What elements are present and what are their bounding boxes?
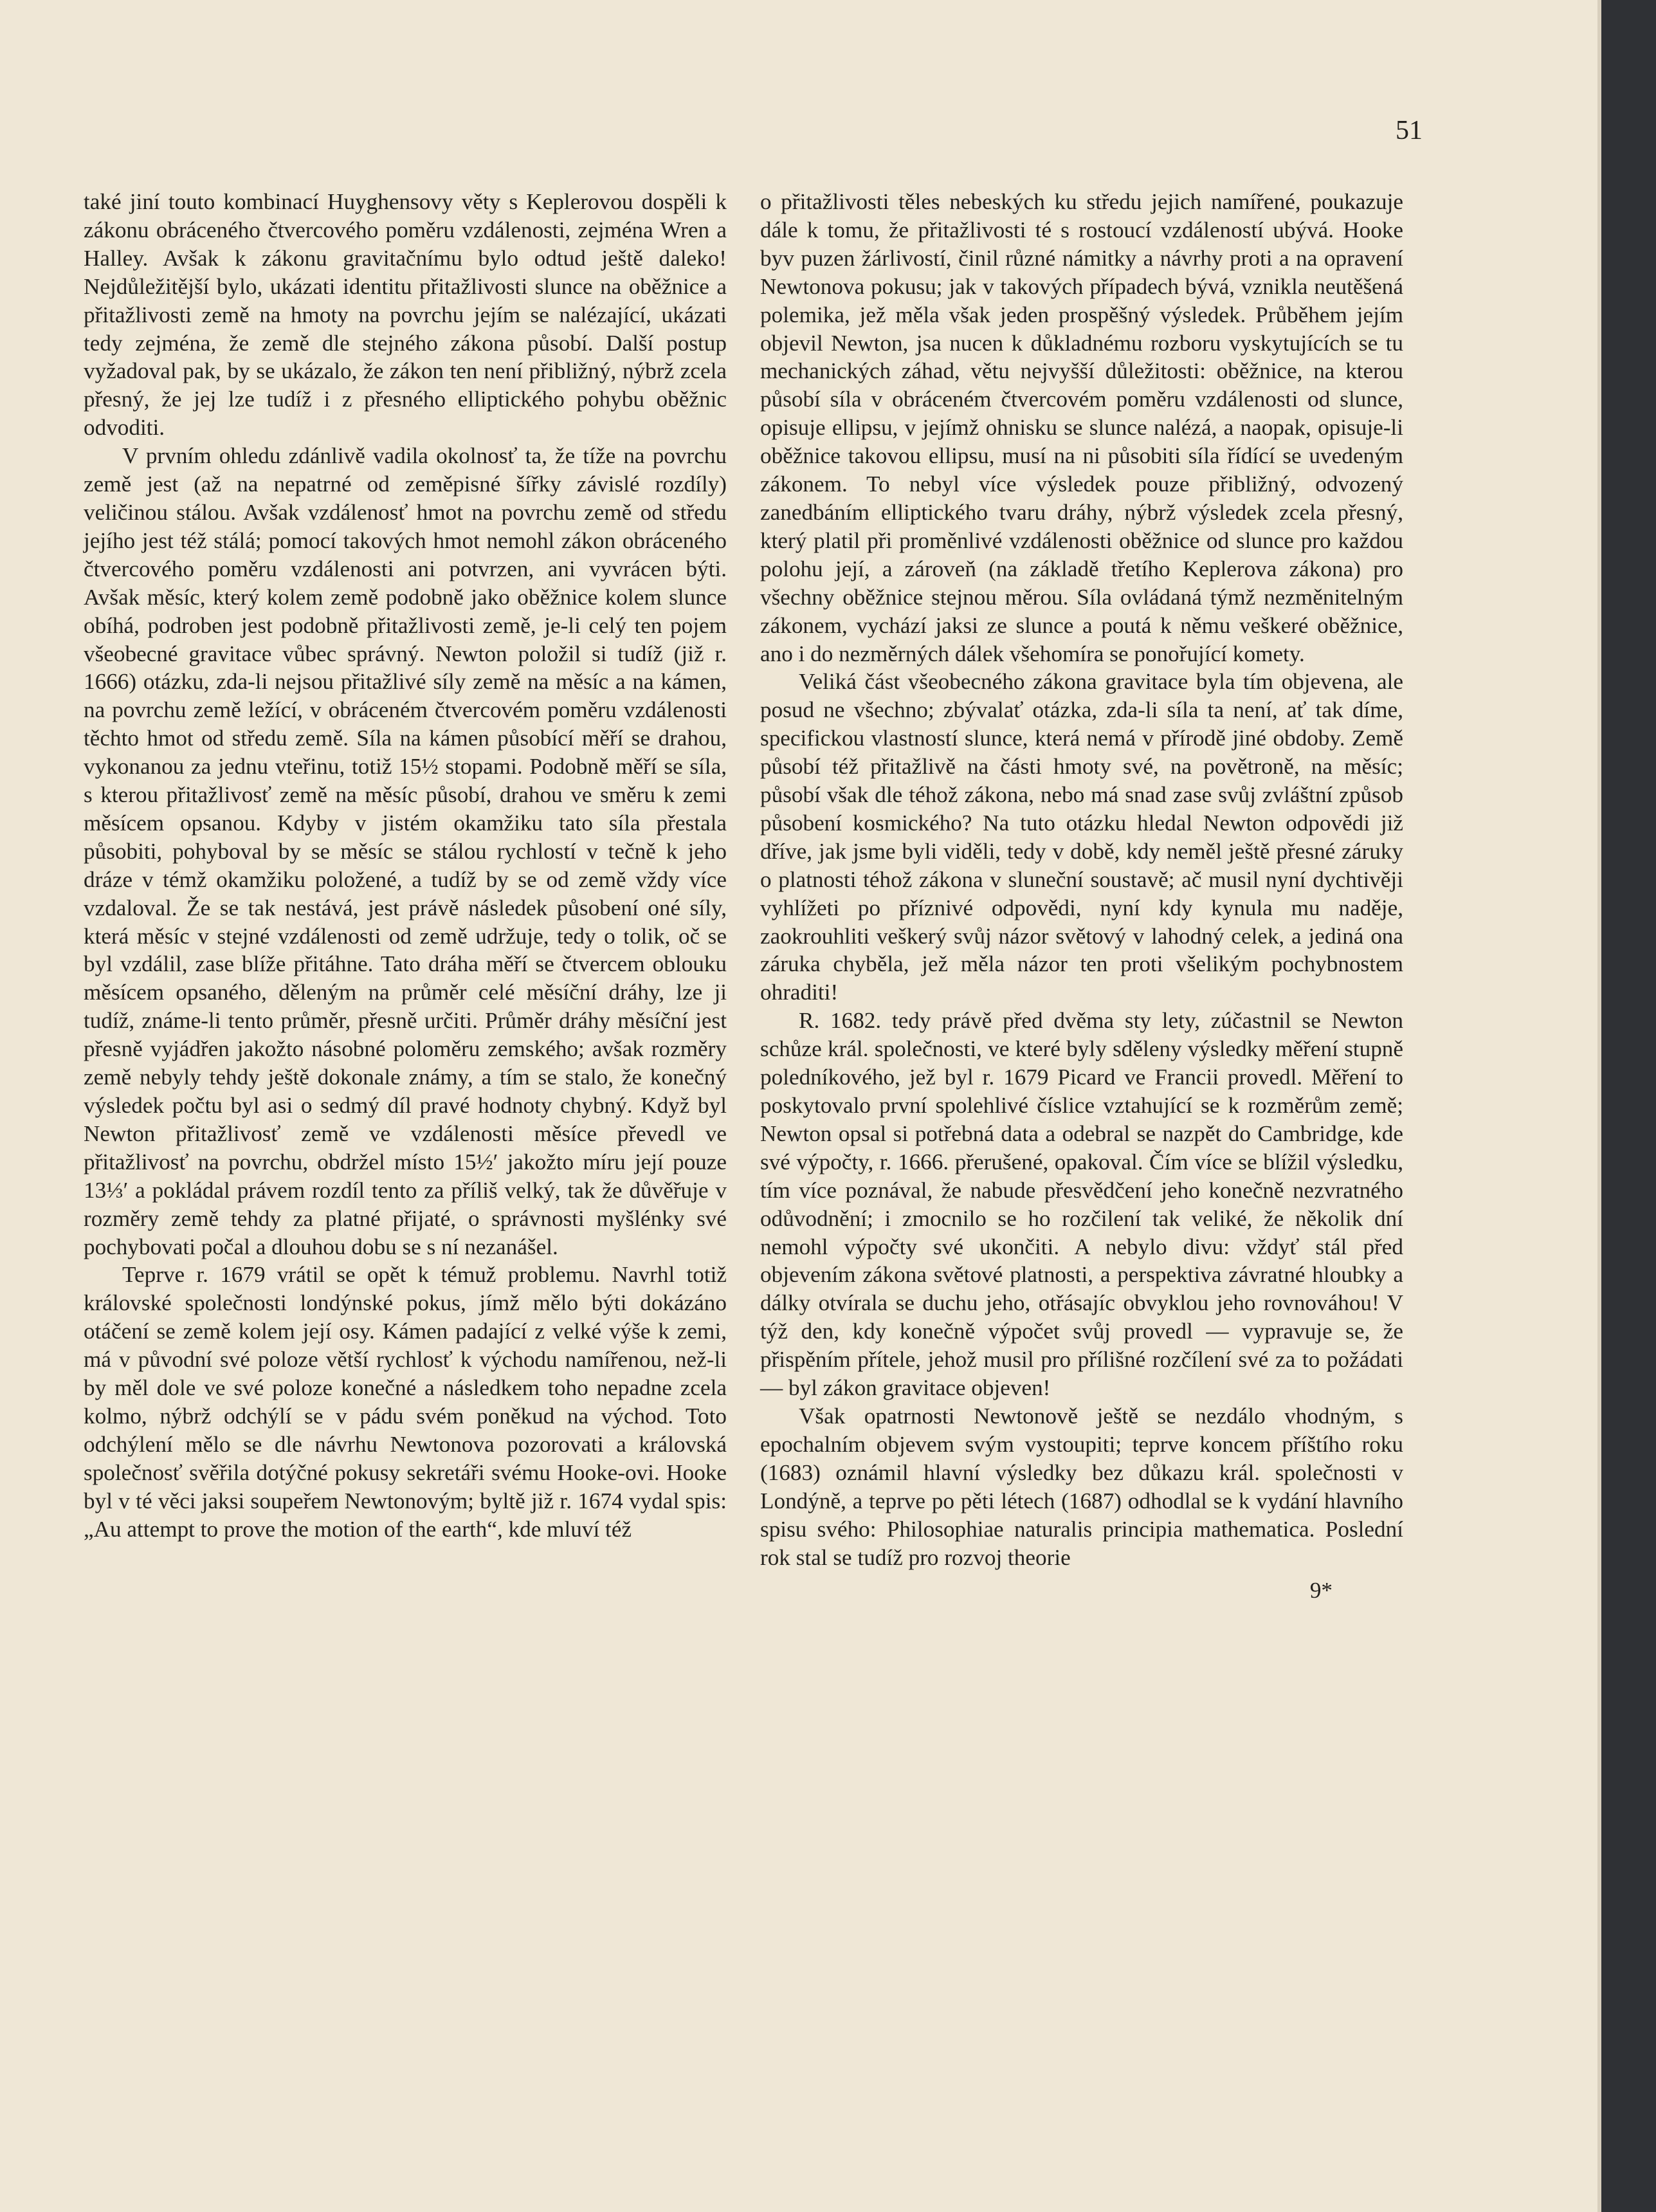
signature-mark: 9* [1309, 1578, 1333, 1604]
paragraph: Teprve r. 1679 vrátil se opět k témuž problemu. Navrhl totiž královské společnosti londýnské pokus, jímž mělo býti dokázáno otáčení se země kolem její osy. Kámen padající z velké výše k zemi, má v původní své poloze větší rychlosť k východu namířenou, než-li by měl dole ve své poloze konečné a následkem toho nepadne zcela kolmo, nýbrž odchýlí se v pádu svém poněkud na východ. Toto odchýlení mělo se dle návrhu Newtonova pozorovati a královská společnosť svěřila dotýčné pokusy sekretáři svému Hooke-ovi. Hooke byl v té věci jaksi soupeřem Newtonovým; byltě již r. 1674 vydal spis: „Au attempt to prove the motion of the earth“, kde mluví též [84, 1262, 727, 1542]
left-column [84, 188, 727, 1544]
paragraph: R. 1682. tedy právě před dvěma sty lety, zúčastnil se Newton schůze král. společnosti, ve které byly sděleny výsledky měření stupně poledníkového, jež byl r. 1679 Picard ve Francii provedl. Měření to poskytovalo první spolehlivé číslice vztahující se k rozměrům země; Newton opsal si potřebná data a odebral se nazpět do Cambridge, kde své výpočty, r. 1666. přerušené, opakoval. Čím více se blížil výsledku, tím více poznával, že nabude přesvědčení jeho konečně nezvratného odůvodnění; i zmocnilo se ho rozčilení tak veliké, že několik dní nemohl výpočty své ukončiti. A nebylo divu: vždyť stál před objevením zákona světové platnosti, a perspektiva závratné hloubky a dálky otvírala se duchu jeho, otřásajíc obvyklou jeho rovnováhou! V týž den, kdy konečně výpočet svůj provedl — vypravuje se, že přispěním přítele, jehož musil pro přílišné rozčílení své za to požádati — byl zákon gravitace objeven! [760, 1008, 1403, 1401]
paragraph: Však opatrnosti Newtonově ještě se nezdálo vhodným, s epochalním objevem svým vystoupiti; teprve koncem příštího roku (1683) oznámil hlavní výsledky bez důkazu král. společnosti v Londýně, a teprve po pěti létech (1687) odhodlal se k vydání hlavního spisu svého: Philosophiae naturalis principia mathematica. Poslední rok stal se tudíž pro rozvoj theorie [760, 1403, 1403, 1570]
paragraph: o přitažlivosti těles nebeských ku středu jejich namířené, poukazuje dále k tomu, že přitažlivosti té s rostoucí vzdáleností ubývá. Hooke byv puzen žárlivostí, činil různé námitky a návrhy proti a na opravení Newtonova pokusu; jak v takových případech bývá, vznikla neutěšená polemika, jež měla však jeden prospěšný výsledek. Průběhem jejím objevil Newton, jsa nucen k důkladnému rozboru vyskytujících se tu mechanických záhad, větu nejvyšší důležitosti: oběžnice, na kterou působí síla v obráceném čtvercovém poměru vzdálenosti od slunce, opisuje ellipsu, v jejímž ohnisku se slunce nalézá, a naopak, opisuje-li oběžnice takovou ellipsu, musí na ni působiti síla řídící se uvedeným zákonem. To nebyl více výsledek pouze přibližný, odvozený zanedbáním elliptického tvaru dráhy, nýbrž výsledek zcela přesný, který platil při proměnlivé vzdálenosti oběžnice od slunce pro každou polohu její, a zároveň (na základě třetího Keplerova zákona) pro všechny oběžnice stejnou měrou. Síla ovládaná týmž nezměnitelným zákonem, vychází jaksi ze slunce a poutá k němu veškeré oběžnice, ano i do nezměrných dálek všehomíra se ponořující komety. [760, 189, 1403, 666]
paragraph: V prvním ohledu zdánlivě vadila okolnosť ta, že tíže na povrchu země jest (až na nepatrné od zeměpisné šířky závislé rozdíly) veličinou stálou. Avšak vzdálenosť hmot na povrchu země od středu jejího jest též stálá; pomocí takových hmot nemohl zákon obráceného čtvercového poměru vzdálenosti ani potvrzen, ani vyvrácen býti. Avšak měsíc, který kolem země podobně jako oběžnice kolem slunce obíhá, podroben jest podobně přitažlivosti země, je-li celý ten pojem všeobecné gravitace vůbec správný. Newton položil si tudíž (již r. 1666) otázku, zda-li nejsou přitažlivé síly země na měsíc a na kámen, na povrchu země ležící, v obráceném čtvercovém poměru vzdálenosti těchto hmot od středu země. Síla na kámen působící měří se drahou, vykonanou za jednu vteřinu, totiž 15½ stopami. Podobně měří se síla, s kterou přitažlivosť země na měsíc působí, drahou ve směru k zemi měsícem opsanou. Kdyby v jistém okamžiku tato síla přestala působiti, pohyboval by se měsíc se stálou rychlostí v tečně k jeho dráze v témž okamžiku položené, a tudíž by se od země vždy více vzdaloval. Že se tak nestává, jest právě následek působení oné síly, která měsíc v stejné vzdálenosti od země udržuje, tedy o tolik, oč se byl vzdálil, zase blíže přitáhne. Tato dráha měří se čtvercem oblouku měsícem opsaného, děleným na průměr celé měsíční dráhy, lze ji tudíž, známe-li tento průměr, přesně určiti. Průměr dráhy měsíční jest přesně vyjádřen jakožto násobné poloměru zemského; avšak rozměry země nebyly tehdy ještě dokonale známy, a tím se stalo, že konečný výsledek počtu byl asi o sedmý díl pravé hodnoty chybný. Když byl Newton přitažlivosť země ve vzdálenosti měsíce převedl ve přitažlivosť na povrchu, obdržel místo 15½′ jakožto míru její pouze 13⅓′ a pokládal právem rozdíl tento za příliš velký, tak že důvěřuje v rozměry země tehdy za platné přijaté, o správnosti myšlénky své pochybovati počal a dlouhou dobu se s ní nezanášel. [84, 443, 727, 1259]
right-column [760, 188, 1403, 1605]
page-edge [1597, 0, 1601, 2212]
page-number: 51 [1396, 116, 1423, 145]
paragraph: Veliká část všeobecného zákona gravitace byla tím objevena, ale posud ne všechno; zbývalať otázka, zda-li síla ta není, ať tak díme, specifickou vlastností slunce, která nemá v přírodě jiné obdoby. Země působí též přitažlivě na části hmoty své, na povětroně, na měsíc; působí však dle téhož zákona, nebo má snad zase svůj zvláštní způsob působení kosmického? Na tuto otázku hledal Newton odpovědi již dříve, jak jsme byli viděli, tedy v době, kdy neměl ještě přesné záruky o platnosti téhož zákona v sluneční soustavě; ač musil nyní dychtivěji vyhlížeti po příznivé odpovědi, nyní kdy kynula mu naděje, zaokrouhliti veškerý svůj názor světový v lahodný celek, a jediná ona záruka chyběla, jež měla názor ten proti všelikým pochybnostem ohraditi! [760, 669, 1403, 1005]
paragraph: také jiní touto kombinací Huyghensovy věty s Keplerovou dospěli k zákonu obráceného čtvercového poměru vzdálenosti, zejména Wren a Halley. Avšak k zákonu gravitačnímu bylo odtud ještě daleko! Nejdůležitější bylo, ukázati identitu přitažlivosti slunce na oběžnice a přitažlivosti země na hmoty na povrchu jejím se nalézající, ukázati tedy zejména, že země dle stejného zákona působí. Další postup vyžadoval pak, by se ukázalo, že zákon ten není přibližný, nýbrž zcela přesný, že jej lze tudíž i z přesného elliptického pohybu oběžnic odvoditi. [84, 189, 727, 441]
